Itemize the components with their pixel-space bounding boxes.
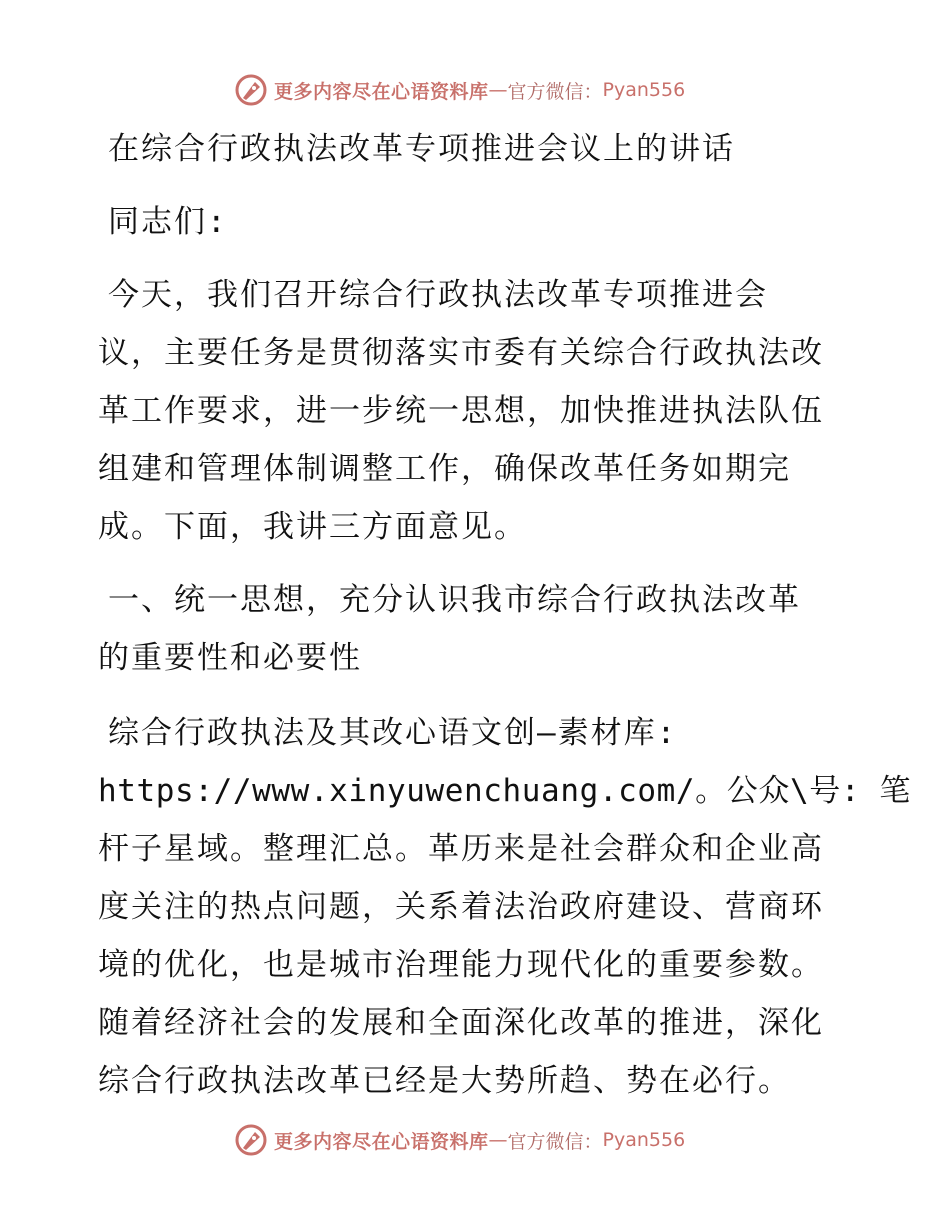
banner-brand: 更多内容尽在心语资料库 [274, 80, 489, 103]
section-heading: 一、统一思想，充分认识我市综合行政执法改革 [108, 582, 801, 618]
body-line: 随着经济社会的发展和全面深化改革的推进，深化 [98, 1005, 824, 1041]
intro-line: 成。下面，我讲三方面意见。 [98, 509, 527, 545]
body-line: 境的优化，也是城市治理能力现代化的重要参数。 [98, 947, 824, 983]
document-title: 在综合行政执法改革专项推进会议上的讲话 [108, 131, 735, 167]
header-banner [234, 72, 714, 108]
body-line: https://www.xinyuwenchuang.com/。公众\号: 笔 [98, 773, 911, 809]
banner-account: Pyan556 [602, 79, 686, 101]
banner-account: Pyan556 [602, 1129, 686, 1151]
body-line: 综合行政执法及其改心语文创—素材库: [108, 715, 678, 751]
banner-official-label: 官方微信： [507, 1130, 603, 1153]
body-line: 综合行政执法改革已经是大势所趋、势在必行。 [98, 1063, 791, 1099]
banner-brand: 更多内容尽在心语资料库 [274, 1130, 489, 1153]
body-line: 度关注的热点问题，关系着法治政府建设、营商环 [98, 889, 824, 925]
body-line: 杆子星域。整理汇总。革历来是社会群众和企业高 [98, 831, 824, 867]
footer-banner [234, 1122, 714, 1158]
salutation: 同志们: [108, 204, 228, 240]
banner-official-label: 官方微信： [507, 80, 603, 103]
banner-separator: — [488, 1129, 508, 1151]
intro-line: 今天，我们召开综合行政执法改革专项推进会 [108, 277, 768, 313]
intro-line: 议，主要任务是贯彻落实市委有关综合行政执法改 [98, 335, 824, 371]
intro-line: 组建和管理体制调整工作，确保改革任务如期完 [98, 451, 791, 487]
pen-nib-logo-icon [234, 73, 268, 107]
intro-line: 革工作要求，进一步统一思想，加快推进执法队伍 [98, 393, 824, 429]
banner-separator: — [488, 79, 508, 101]
section-heading: 的重要性和必要性 [98, 640, 362, 676]
pen-nib-logo-icon [234, 1123, 268, 1157]
